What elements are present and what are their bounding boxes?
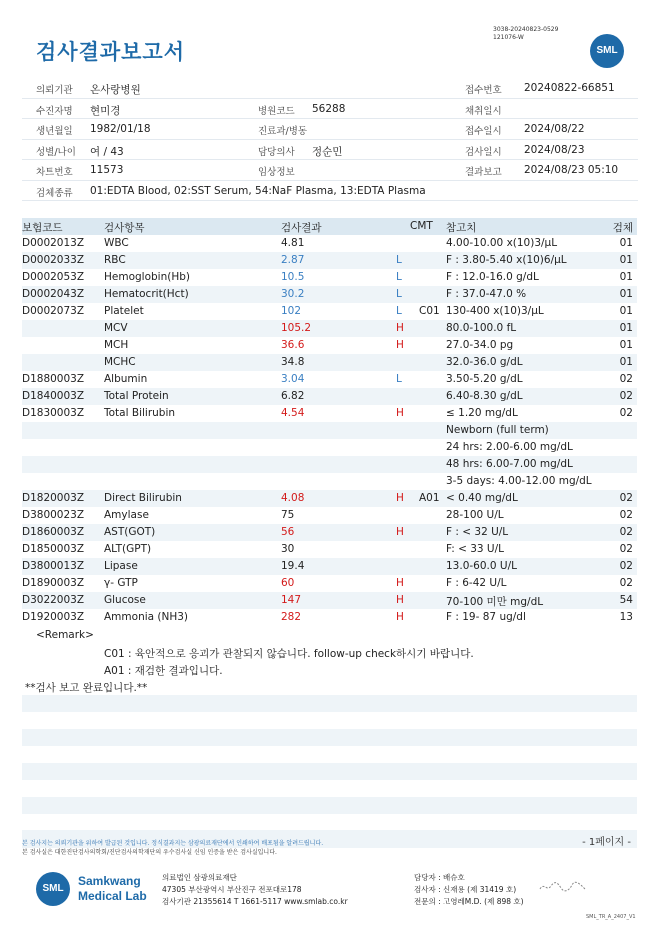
table-header [22,218,637,235]
cell-spec: 13 [619,611,633,623]
cell-ref: F : 6-42 U/L [446,577,507,589]
table-row [22,337,637,354]
logo-line1: Samkwang [78,874,141,888]
name-value: 현미경 [90,104,121,117]
table-row [22,456,637,473]
cell-spec: 01 [619,237,633,249]
table-row [22,439,637,456]
org-contact: 검사기관 21355614 T 1661-5117 www.smlab.co.kr [162,897,348,906]
cell-item: γ- GTP [104,577,138,589]
lab-results-table [22,218,637,626]
org-address: 47305 부산광역시 부산진구 전포대로178 [162,885,302,894]
header-item: 검사항목 [104,222,145,234]
footnote-1: 본 검사지는 의뢰기관을 위하여 발급된 것입니다. 정식결과지는 삼광의료재단에서 인쇄하여 배포됨을 알려드립니다. [22,840,324,847]
report-date-value: 2024/08/23 05:10 [524,164,619,176]
cell-item: RBC [104,254,126,266]
cell-spec: 01 [619,305,633,317]
chart-no-label: 차트번호 [36,167,73,178]
collect-date-label: 채취일시 [465,105,502,117]
cell-result: 30.2 [281,288,305,300]
dob-label: 생년월일 [36,126,73,137]
cell-code: D3022003Z [22,594,85,606]
cell-flag: H [396,492,404,504]
header-spec: 검체 [612,222,633,234]
table-row [22,558,637,575]
table-row [22,575,637,592]
cell-ref: F : 37.0-47.0 % [446,288,527,300]
blank-band [22,695,637,712]
cell-cmt: A01 [419,492,440,504]
info-row [22,160,638,181]
header-cmt: CMT [410,220,433,232]
cell-result: 60 [281,577,295,589]
cell-ref: 13.0-60.0 U/L [446,560,517,572]
signature-icon [538,880,588,894]
org-name: 의료법인 삼광의료재단 [162,873,237,882]
cell-item: AST(GOT) [104,526,156,538]
table-row [22,252,637,269]
receipt-no-value: 20240822-66851 [524,82,615,94]
cell-flag: L [396,373,402,385]
cell-flag: H [396,339,404,351]
sml-logo-icon: SML [590,34,624,68]
cell-spec: 02 [619,509,633,521]
cell-result: 36.6 [281,339,305,351]
page-number: - 1페이지 - [582,837,631,848]
cell-code: D1880003Z [22,373,85,385]
name-label: 수진자명 [36,105,73,117]
cell-spec: 02 [619,543,633,555]
table-row [22,592,637,609]
cell-ref: 3-5 days: 4.00-12.00 mg/dL [446,475,592,487]
receipt-no-label: 접수번호 [465,85,502,96]
cell-item: Total Protein [104,390,169,402]
cell-result: 147 [281,594,302,606]
cell-code: D0002033Z [22,254,85,266]
cell-code: D0002013Z [22,237,85,249]
table-row [22,235,637,252]
cell-ref: F : < 32 U/L [446,526,509,538]
table-row [22,609,637,626]
dept-label: 진료과/병동 [258,126,308,137]
hospital-code-label: 병원코드 [258,105,295,117]
cell-spec: 01 [619,339,633,351]
cell-item: ALT(GPT) [104,543,152,555]
doctor-value: 정순민 [312,145,343,158]
cell-item: MCHC [104,356,136,368]
table-row [22,422,637,439]
table-row [22,524,637,541]
cell-item: Hemoglobin(Hb) [104,271,191,283]
staff-manager: 담당자 : 배슈호 [414,873,465,882]
dob-value: 1982/01/18 [90,123,151,135]
blank-band [22,763,637,780]
cell-spec: 02 [619,560,633,572]
cell-item: Total Bilirubin [104,407,176,419]
cell-ref: 3.50-5.20 g/dL [446,373,523,385]
info-row [22,119,638,140]
table-body [22,235,637,626]
remark-a01: A01 : 재검한 결과입니다. [104,665,223,677]
cell-result: 4.08 [281,492,305,504]
receipt-date-label: 접수일시 [465,126,502,137]
cell-code: D1820003Z [22,492,85,504]
sex-age-value: 여 / 43 [90,145,124,158]
cell-item: Glucose [104,594,146,606]
cell-code: D1920003Z [22,611,85,623]
cell-ref: ≤ 1.20 mg/dL [446,407,518,419]
cell-flag: H [396,526,404,538]
hospital-code-value: 56288 [312,102,346,115]
info-row [22,78,638,99]
doctor-label: 담당의사 [258,146,295,158]
cell-spec: 01 [619,322,633,334]
blank-band [22,729,637,746]
cell-spec: 02 [619,526,633,538]
info-row [22,99,638,120]
cell-ref: < 0.40 mg/dL [446,492,518,504]
cell-flag: H [396,577,404,589]
header-ref: 참고치 [446,222,477,234]
cell-ref: 70-100 미만 mg/dL [446,596,544,608]
table-row [22,507,637,524]
cell-result: 2.87 [281,254,305,266]
cell-spec: 02 [619,390,633,402]
cell-ref: 32.0-36.0 g/dL [446,356,523,368]
cell-result: 30 [281,543,295,555]
cell-item: WBC [104,237,129,249]
report-title: 검사결과보고서 [36,40,186,64]
info-row [22,140,638,161]
sex-age-label: 성별/나이 [36,146,76,158]
report-complete: **검사 보고 완료입니다.** [25,682,148,694]
table-row [22,405,637,422]
cell-item: Albumin [104,373,148,385]
cell-ref: 130-400 x(10)3/μL [446,305,544,317]
cell-flag: L [396,288,402,300]
remark-c01: C01 : 육안적으로 응괴가 관찰되지 않습니다. follow-up check하시기 바랍니다. [104,648,474,660]
info-row [22,181,638,202]
cell-ref: 80.0-100.0 fL [446,322,517,334]
table-row [22,541,637,558]
cell-result: 56 [281,526,295,538]
cell-spec: 02 [619,407,633,419]
document-id [493,26,558,42]
cell-ref: 48 hrs: 6.00-7.00 mg/dL [446,458,573,470]
report-date-label: 결과보고 [465,167,502,178]
table-row [22,286,637,303]
cell-flag: H [396,594,404,606]
cell-flag: L [396,254,402,266]
cell-spec: 02 [619,577,633,589]
cell-item: Hematocrit(Hct) [104,288,189,300]
cell-item: MCH [104,339,129,351]
form-code: SML_TR_A_2407_V1 [586,914,636,920]
document-id-line2: 121076-W [493,34,524,41]
cell-item: Direct Bilirubin [104,492,182,504]
footnote-2: 본 검사실은 대한진단검사의학회/진단검사의학재단의 우수검사실 신임 인증을 받은 검사실입니다. [22,849,277,856]
cell-flag: L [396,271,402,283]
chart-no-value: 11573 [90,164,124,176]
samkwang-logo-icon: SML [36,872,70,906]
header-result: 검사결과 [281,222,322,234]
cell-code: D1890003Z [22,577,85,589]
samkwang-logo-text [78,874,147,904]
table-row [22,371,637,388]
cell-spec: 01 [619,288,633,300]
cell-code: D1860003Z [22,526,85,538]
cell-code: D1840003Z [22,390,85,402]
cell-result: 3.04 [281,373,305,385]
cell-flag: H [396,322,404,334]
cell-code: D1830003Z [22,407,85,419]
institution-label: 의뢰기관 [36,85,73,96]
receipt-date-value: 2024/08/22 [524,123,585,135]
cell-ref: F : 3.80-5.40 x(10)6/μL [446,254,567,266]
cell-item: Platelet [104,305,144,317]
cell-flag: H [396,611,404,623]
cell-ref: 28-100 U/L [446,509,504,521]
test-date-label: 검사일시 [465,146,502,158]
cell-ref: 24 hrs: 2.00-6.00 mg/dL [446,441,573,453]
cell-cmt: C01 [419,305,440,317]
cell-result: 10.5 [281,271,305,283]
document-id-line1: 3038-20240823-0529 [493,26,559,33]
cell-spec: 01 [619,254,633,266]
cell-ref: 4.00-10.00 x(10)3/μL [446,237,558,249]
header-code: 보험코드 [22,222,63,234]
table-row [22,354,637,371]
cell-code: D0002053Z [22,271,85,283]
cell-result: 4.81 [281,237,305,249]
specimen-label: 검체종류 [36,187,73,199]
cell-item: Ammonia (NH3) [104,611,189,623]
cell-spec: 54 [619,594,633,606]
cell-item: MCV [104,322,128,334]
logo-line2: Medical Lab [78,889,147,903]
table-row [22,320,637,337]
cell-ref: 27.0-34.0 pg [446,339,514,351]
cell-code: D0002073Z [22,305,85,317]
cell-flag: L [396,305,402,317]
cell-spec: 01 [619,271,633,283]
cell-ref: 6.40-8.30 g/dL [446,390,523,402]
patient-info [22,78,638,201]
table-row [22,490,637,507]
remark-title: <Remark> [36,629,94,641]
test-date-value: 2024/08/23 [524,143,585,156]
cell-ref: F: < 33 U/L [446,543,505,555]
cell-ref: F : 19- 87 ug/dl [446,611,526,623]
blank-band [22,797,637,814]
specimen-value: 01:EDTA Blood, 02:SST Serum, 54:NaF Plasma, 13:EDTA Plasma [90,184,426,197]
cell-result: 102 [281,305,302,317]
cell-result: 282 [281,611,302,623]
cell-spec: 02 [619,492,633,504]
cell-result: 19.4 [281,560,305,572]
cell-result: 75 [281,509,295,521]
cell-result: 6.82 [281,390,305,402]
staff-tester: 검사자 : 신재용 (제 31419 호) [414,885,517,894]
cell-item: Lipase [104,560,138,572]
cell-result: 34.8 [281,356,305,368]
table-row [22,473,637,490]
cell-code: D3800023Z [22,509,85,521]
cell-result: 4.54 [281,407,305,419]
clinical-label: 임상정보 [258,167,295,178]
cell-result: 105.2 [281,322,312,334]
cell-spec: 02 [619,373,633,385]
table-row [22,388,637,405]
staff-specialist: 전문의 : 고영레M.D. (제 898 호) [414,897,524,906]
cell-spec: 01 [619,356,633,368]
cell-ref: Newborn (full term) [446,424,549,436]
cell-flag: H [396,407,404,419]
cell-code: D3800013Z [22,560,85,572]
cell-code: D0002043Z [22,288,85,300]
cell-code: D1850003Z [22,543,85,555]
institution-value: 온사랑병원 [90,84,141,96]
cell-item: Amylase [104,509,149,521]
table-row [22,303,637,320]
table-row [22,269,637,286]
cell-ref: F : 12.0-16.0 g/dL [446,271,539,283]
